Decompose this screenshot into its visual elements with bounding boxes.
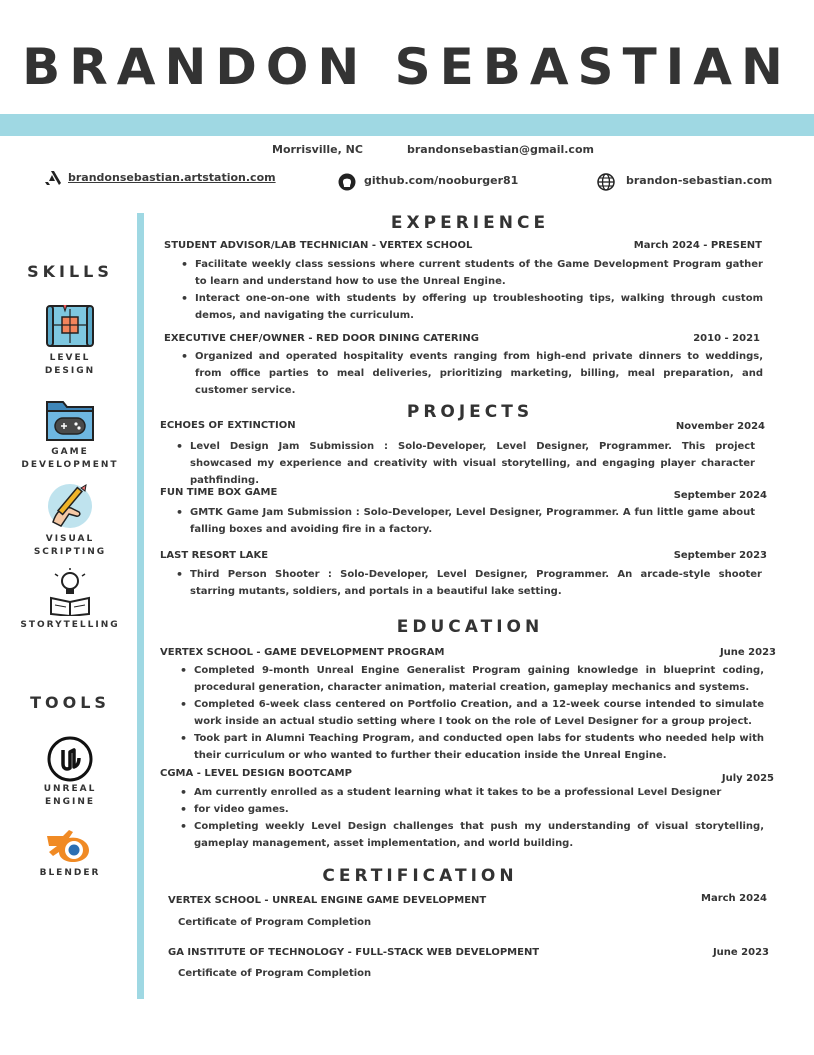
project-bullets (170, 504, 755, 538)
list-item: • Completing weekly Level Design challenges that push my understanding of visual storytelling, gameplay management, asset implementation, and world building. (174, 818, 764, 852)
email-link[interactable]: brandonsebastian@gmail.com (407, 143, 594, 156)
list-item: • Interact one-on-one with students by offering up troubleshooting tips, walking through custom demos, and navigating the curriculum. (175, 290, 763, 324)
project-bullets (170, 438, 755, 489)
lightbulb-book-icon (45, 568, 95, 618)
project-date: September 2024 (673, 490, 767, 501)
education-title: EDUCATION (396, 617, 544, 637)
education-bullets (174, 784, 764, 852)
certification-title: CERTIFICATION (322, 866, 518, 886)
project-bullets (170, 566, 762, 600)
project-date: September 2023 (673, 550, 767, 561)
education-title-item: CGMA - LEVEL DESIGN BOOTCAMP (160, 768, 352, 779)
tool-label-blender: BLENDER (39, 868, 101, 878)
sidebar-divider (137, 213, 144, 999)
job-bullets (175, 348, 763, 399)
certification-date: June 2023 (712, 947, 769, 958)
list-item: • Am currently enrolled as a student learning what it takes to be a professional Level Designer (174, 784, 764, 801)
location-text: Morrisville, NC (272, 143, 363, 156)
certification-date: March 2024 (701, 893, 767, 904)
list-item: • Third Person Shooter : Solo-Developer, Level Designer, Programmer. An arcade-style shooter starring mutants, soldiers, and portals in a beautiful lake setting. (170, 566, 762, 600)
skills-title: SKILLS (27, 262, 113, 281)
skill-label-game-development: GAME DEVELOPMENT (21, 447, 119, 470)
globe-icon (597, 173, 615, 191)
list-item: • Completed 9-month Unreal Engine Generalist Program gaining knowledge in blueprint coding, procedural generation, character animation, material creation, gameplay mechanics and systems. (174, 662, 764, 696)
certification-detail: Certificate of Program Completion (178, 917, 372, 928)
project-title: ECHOES OF EXTINCTION (160, 420, 296, 431)
certification-item-title: VERTEX SCHOOL - UNREAL ENGINE GAME DEVELOPMENT (168, 895, 487, 906)
gamepad-folder-icon (45, 396, 95, 446)
github-icon (338, 173, 356, 191)
project-title: LAST RESORT LAKE (160, 550, 269, 561)
list-item: • for video games. (174, 801, 764, 818)
job-title: EXECUTIVE CHEF/OWNER - RED DOOR DINING CATERING (164, 333, 479, 344)
skill-label-visual-scripting: VISUAL SCRIPTING (33, 534, 107, 557)
skill-label-storytelling: STORYTELLING (20, 620, 120, 630)
tools-title: TOOLS (30, 693, 110, 712)
job-date: 2010 - 2021 (693, 333, 760, 344)
list-item: • Completed 6-week class centered on Portfolio Creation, and a 12-week course intended to simulate work inside an actual studio setting where I took on the role of Level Designer for a group project. (174, 696, 764, 730)
blueprint-icon (45, 303, 95, 353)
list-item: • Level Design Jam Submission : Solo-Developer, Level Designer, Programmer. This project showcased my experience and creativity with visual storytelling, and engaging player character pathfinding. (170, 438, 755, 489)
list-item: • Facilitate weekly class sessions where current students of the Game Development Program gather to learn and understand how to use the Unreal Engine. (175, 256, 763, 290)
blender-icon (43, 822, 97, 864)
hand-pencil-icon (45, 482, 95, 532)
job-date: March 2024 - PRESENT (633, 240, 762, 251)
list-item: • Organized and operated hospitality events ranging from high-end private dinners to weddings, from office parties to meal deliveries, prioritizing marketing, billing, meal preparation, and customer service. (175, 348, 763, 399)
artstation-icon (44, 170, 62, 188)
artstation-link[interactable]: brandonsebastian.artstation.com (68, 171, 276, 184)
list-item: • Took part in Alumni Teaching Program, and conducted open labs for students who needed help with their curriculum or who wanted to further their education inside the Unreal Engine. (174, 730, 764, 764)
job-title: STUDENT ADVISOR/LAB TECHNICIAN - VERTEX SCHOOL (164, 240, 473, 251)
education-bullets (174, 662, 764, 764)
tool-label-unreal-engine: UNREAL ENGINE (43, 784, 97, 807)
certification-item-title: GA INSTITUTE OF TECHNOLOGY - FULL-STACK WEB DEVELOPMENT (168, 947, 540, 958)
education-date: June 2023 (719, 647, 776, 658)
experience-title: EXPERIENCE (390, 213, 550, 233)
certification-detail: Certificate of Program Completion (178, 968, 372, 979)
projects-title: PROJECTS (406, 402, 534, 422)
header-accent-band (0, 114, 814, 136)
skill-label-level-design: LEVEL DESIGN (44, 353, 96, 376)
github-link[interactable]: github.com/nooburger81 (364, 174, 519, 187)
project-title: FUN TIME BOX GAME (160, 487, 278, 498)
resume-name: BRANDON SEBASTIAN (22, 38, 792, 96)
website-link[interactable]: brandon-sebastian.com (626, 174, 773, 187)
education-title-item: VERTEX SCHOOL - GAME DEVELOPMENT PROGRAM (160, 647, 445, 658)
unreal-engine-icon (47, 736, 93, 782)
list-item: • GMTK Game Jam Submission : Solo-Developer, Level Designer, Programmer. A fun little game about falling boxes and avoiding fire in a factory. (170, 504, 755, 538)
job-bullets (175, 256, 763, 324)
education-date: July 2025 (721, 773, 774, 784)
project-date: November 2024 (675, 421, 765, 432)
